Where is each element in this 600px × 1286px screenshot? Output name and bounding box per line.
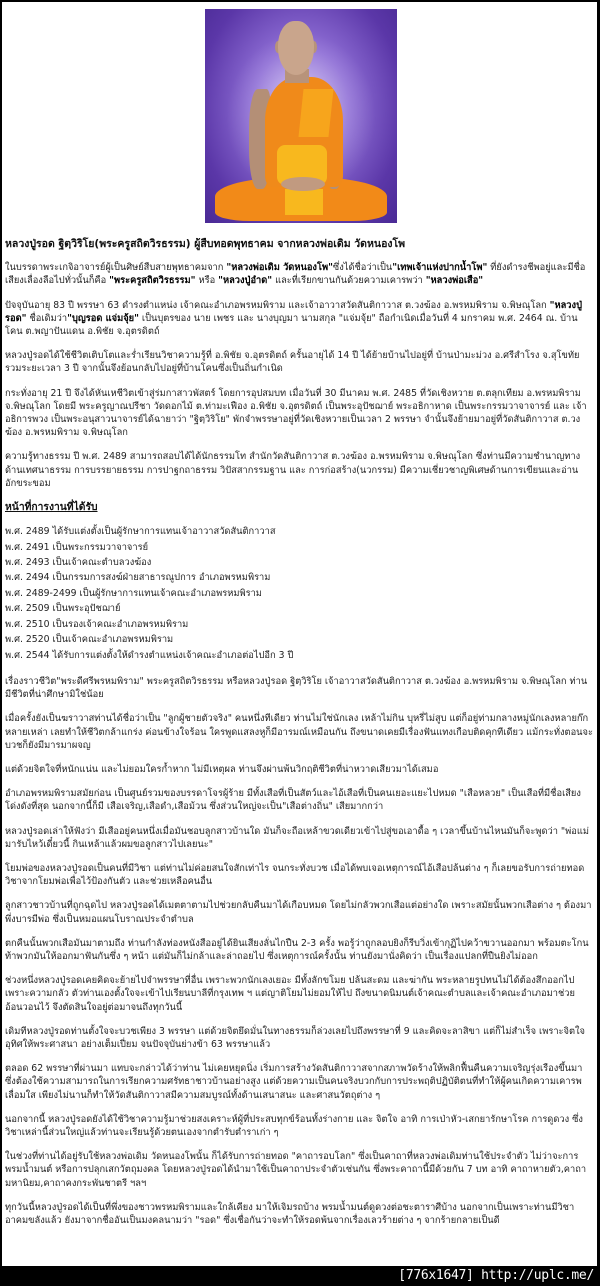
paragraph: ตลอด 62 พรรษาที่ผ่านมา แทบจะกล่าวได้ว่าท่าน ไม่เคยหยุดนิ่ง เริ่มการสร้างวัดสันติกาวาสจากสภาพวัดร้างให้พลิกฟื้นคืนความเจริญรุ่งเรืองขึ้นมาซึ่งต้องใช้ความสามารถในการเรียกความศรัทธาชาวบ้านอย่างสูง แต่ด้วยความเป็นคนจริงบวกกับการประพฤติปฏิบัติตนที่ทำให้ผู้คนเกิดความเคารพเลื่อมใส เพียงไม่นานก็ทำให้วัดสันติกาวาสมีความสมบูรณ์ทั้งด้านเสนาสนะ และศาสนวัตถุต่าง ๆ <box>5 1063 583 1101</box>
emphasis: "บุญรอด แจ่มจุ้ย" <box>67 312 139 324</box>
paragraph: ในช่วงที่ท่านได้อยู่รับใช้หลวงพ่อเดิม วัดหนองโพนั้น ก็ได้รับการถ่ายทอด "คาถารอบโลก" ซึ่งเป็นคาถาที่หลวงพ่อเดิมท่านใช้ประจำตัว ไม่ว่าจะการพรมน้ำมนต์ หรือการปลุกเสกวัตถุมงคล โดยหลวงปู่รอดได้นำมาใช้เป็นคาถาประจำตัวเช่นกัน ซึ่งพระคาถานี้มีด้วยกัน 7 บท อาทิ คาถาหายตัว,คาถามหานิยม,คาถาคงกระพันชาตรี ฯลฯ <box>5 1151 587 1189</box>
emphasis: "หลวงพ่อเดิม วัดหนองโพ" <box>226 262 333 274</box>
text: และที่เรียกขานกันด้วยความเคารพว่า <box>272 275 426 287</box>
duty-item: พ.ศ. 2489-2499 เป็นผู้รักษาการแทนเจ้าคณะอำเภอพรหมพิราม <box>5 587 262 599</box>
text: ซึ่งได้ชื่อว่าเป็น <box>332 262 393 274</box>
emphasis: "หลวงปู่อำด" <box>218 275 273 287</box>
duties-list <box>5 524 593 663</box>
duty-item: พ.ศ. 2491 เป็นพระกรรมวาจาจารย์ <box>5 541 149 553</box>
emphasis: "เทพเจ้าแห่งปากน้ำโพ" <box>392 262 488 274</box>
paragraph: ช่วงหนึ่งหลวงปู่รอดเคยคิดจะย้ายไปจำพรรษาที่อื่น เพราะพวกนักเลงเยอะ มีทั้งลักขโมย ปล้นสะดม และฆ่ากัน พระหลายรูปทนไม่ได้ต้องสึกออกไปเพราะความกลัว ตัวท่านเองตั้งใจจะเข้าไปเรียนบาลีที่กรุงเทพ ฯ แต่ญาติโยมไม่ยอมให้ไป ถึงขนาดนิมนต์เจ้าคณะตำบลและเจ้าคณะอำเภอมาช่วยอ้อนวอนไว้ จึงตัดสินใจอยู่ต่อมาจนถึงทุกวันนี้ <box>5 975 575 1013</box>
paragraph: กระทั่งอายุ 21 ปี จึงได้หันเหชีวิตเข้าสู่ร่มกาสาวพัสตร์ โดยการอุปสมบท เมื่อวันที่ 30 มีนาคม พ.ศ. 2485 ที่วัดเชิงหวาย ต.ตลุกเทียม อ.พรหมพิราม จ.พิษณุโลก โดยมี พระครูญาณปรีชา วัดดอกไม้ ต.ท่ามะเฟือง อ.พิชัย จ.อุตรดิตถ์ เป็นพระอุปัชฌาย์ พระอธิกาหาด เป็นพระกรรมวาจาจารย์ และ เจ้าอธิการพวง เป็นพระอนุสาวนาจารย์ได้ฉายาว่า "ฐิตฺวิริโย" พักจำพรรษาอยู่ที่วัดเชิงหวายเป็นเวลา 2 พรรษา จำนั้นจึงย้ายมาอยู่ที่วัดสันติกาวาส ต.วงฆ้อง อ.พรหมพิราม จ.พิษณุโลก <box>5 387 587 439</box>
photo-head <box>278 21 314 75</box>
text: ชื่อเดิมว่า <box>26 312 68 324</box>
duty-item: พ.ศ. 2510 เป็นรองเจ้าคณะอำเภอพรหมพิราม <box>5 618 189 630</box>
duty-item: พ.ศ. 2489 ได้รับแต่งตั้งเป็นผู้รักษาการแทนเจ้าอาวาสวัดสันติกาวาส <box>5 526 276 538</box>
article-body <box>5 238 593 1238</box>
text: ปัจจุบันอายุ 83 ปี พรรษา 63 ดำรงตำแหน่ง เจ้าคณะอำเภอพรหมพิราม และเจ้าอาวาสวัดสันติกาวาส ต.วงฆ้อง อ.พรหมพิราม จ.พิษณุโลก <box>5 299 550 311</box>
text: เป็นบุตรของ นาย เพชร และ นางบุญมา นามสกุล "แจ่มจุ้ย" ถือกำเนิดเมื่อวันที่ 4 มกราคม พ.ศ. 2464 ณ. บ้านโคน ต.พญาปันแดน อ.พิชัย จ.อุตรดิตถ์ <box>5 312 578 338</box>
article-title: หลวงปู่รอด ฐิตฺวิริโย(พระครูสถิตวิรธรรม) ผู้สืบทอดพุทธาคม จากหลวงพ่อเดิม วัดหนองโพ <box>5 238 406 250</box>
emphasis: "พระครูสถิตวิรธรรม" <box>109 275 196 287</box>
intro-paragraph <box>5 261 593 287</box>
paragraph: อำเภอพรหมพิรามสมัยก่อน เป็นศูนย์รวมของบรรดาโจรผู้ร้าย มีทั้งเสือที่เป็นสัตว์และไอ้เสือที่เป็นคนเยอะแยะไปหมด "เสือหลวย" เป็นเสือที่มีชื่อเสียงโด่งดังที่สุด นอกจากนี้ก็มี เสือเจริญ,เสือดำ,เสือม้วน ซึ่งส่วนใหญ่จะเป็น"เสือต่างถิ่น" เสียมากกว่า <box>5 788 581 813</box>
paragraph: แต่ด้วยจิตใจที่หนักแน่น และไม่ยอมใครก้ำหาก ไม่มีเหตุผล ท่านจึงผ่านพ้นวิกฤติชีวิตที่น่าหวาดเสียวมาได้เสมอ <box>5 763 439 775</box>
text: ในบรรดาพระเกจิอาจารย์ผู้เป็นศิษย์สืบสายพุทธาคมจาก <box>5 262 227 274</box>
text: ที่ยังดำรงชีพอยู่และมีชื่อเสียงเลื่องลือไปทั่วนั้นก็คือ <box>5 262 586 287</box>
photo-sash <box>298 89 333 137</box>
duty-item: พ.ศ. 2544 ได้รับการแต่งตั้งให้ดำรงตำแหน่งเจ้าคณะอำเภอต่อไปอีก 3 ปี <box>5 649 294 661</box>
photo-hands <box>281 177 325 191</box>
text: หรือ <box>195 275 219 287</box>
duties-heading: หน้าที่การงานที่ได้รับ <box>5 501 98 514</box>
emphasis: "หลวงพ่อเสือ" <box>425 275 484 287</box>
paragraph: หลวงปู่รอดเล่าให้ฟังว่า มีเสืออยู่คนหนึ่งเมื่อมันชอบลูกสาวบ้านใด มันก็จะถือเหล้าขวดเดียวเข้าไปสู่ขอเอาดื้อ ๆ เวลาขึ้นบ้านไหนมันก็จะพูดว่า "พ่อแม่มารับไหว้เดี๋ยวนี้ กินเหล้าแล้วผมขอลูกสาวไปเลยนะ" <box>5 825 590 850</box>
duty-item: พ.ศ. 2520 เป็นเจ้าคณะอำเภอพรหมพิราม <box>5 634 174 646</box>
photo-cloth <box>285 189 323 215</box>
paragraph: ความรู้ทางธรรม ปี พ.ศ. 2489 สามารถสอบได้ได้นักธรรมโท สำนักวัดสันติกาวาส ต.วงฆ้อง อ.พรหมพิราม จ.พิษณุโลก ซึ่งท่านมีความชำนาญทางด้านเทศนาธรรม การบรรยายธรรม การปาฐกถาธรรม วิปัสสากรรมฐาน และ การก่อสร้าง(นวกรรม) มีความเชี่ยวชาญพิเศษด้านการเขียนและอ่านอักขระขอม <box>5 451 581 489</box>
paragraph: เดิมทีหลวงปู่รอดท่านตั้งใจจะบวชเพียง 3 พรรษา แต่ด้วยจิตยึดมั่นในทางธรรมก็ล่วงเลยไปถึงพรรษาที่ 9 และคิดจะลาสิขา แต่ก็ไม่สำเร็จ เพราะจิตใจอุทิศให้พระศาสนา อย่างเต็มเปี่ยม จนปัจจุบันย่างข้า 63 พรรษาแล้ว <box>5 1025 586 1050</box>
paragraph: ทุกวันนี้หลวงปู่รอดได้เป็นที่พึ่งของชาวพรหมพิรามและใกล้เคียง มาให้เจิมรถบ้าง พรมน้ำมนต์ดูดวงต่อชะตาราศีบ้าง นอกจากเป็นเพราะท่านมีวิชาอาคมขลังแล้ว ยังมาจากชื่ออันเป็นมงคลนามว่า "รอด" ซึ่งเชื่อกันว่าจะทำให้รอดพ้นจากเรื่องเลวร้ายต่าง ๆ จากร้ายกลายเป็นดี <box>5 1201 575 1226</box>
paragraph: ลูกสาวชาวบ้านที่ถูกฉุดไป หลวงปู่รอดได้เมตตาตามไปช่วยกลับคืนมาได้เกือบหมด โดยไม่กลัวพวกเสือแต่อย่างใด เพราะสมัยนั้นพวกเสือต่าง ๆ ต้องมาพึ่งบารมีพ่อ ซึ่งเป็นหมอแผนโบราณประจำตำบล <box>5 900 592 925</box>
paragraph: ตกคืนนั้นพวกเสือมันมาตามถึง ท่านกำลังท่องหนังสืออยู่ได้ยินเสียงลั่นไกปืน 2-3 ครั้ง พอรู้ว่าถูกลอบยิงก็รีบวิ่งเข้ากุฏิไปคว้าขวานออกมา พร้อมตะโกนท้าพวกมันให้ออกมาฟันกันซึ่ง ๆ หน้า แต่มันก็ไม่กล้าและล่าถอยไป ซึ่งเหตุการณ์ครั้งนั้น ท่านยังมานั่งคิดว่า เป็นเรื่องแปลกที่ปืนยิงไม่ออก <box>5 937 589 962</box>
duty-item: พ.ศ. 2494 เป็นกรรมการสงฆ์ฝ่ายสาธารณูปการ อำเภอพรหมพิราม <box>5 572 271 584</box>
paragraph: โยมพ่อของหลวงปู่รอดเป็นคนที่มีวิชา แต่ท่านไม่ค่อยสนใจสักเท่าไร จนกระทั่งบวช เมื่อได้พบเจอเหตุการณ์ไอ้เสือปล้นต่าง ๆ ก็เลยขอรับการถ่ายทอดวิชาจากโยมพ่อเพื่อไว้ป้องกันตัว และช่วยเหลือคนอื่น <box>5 862 585 888</box>
article-page <box>2 2 597 1266</box>
duty-item: พ.ศ. 2509 เป็นพระอุปัชฌาย์ <box>5 603 121 615</box>
paragraph: นอกจากนี้ หลวงปู่รอดยังได้ใช้วิชาความรู้มาช่วยสงเคราะห์ผู้ที่ประสบทุกข์ร้อนทั้งร่างกาย และ จิตใจ อาทิ การเป่าหัว-เสกยารักษาโรค การดูดวง ซึ่งวิชาเหล่านี้ส่วนใหญ่แล้วท่านจะเรียนรู้ด้วยตนเองจากตำรับตำราเก่า ๆ <box>5 1113 583 1138</box>
duty-item: พ.ศ. 2493 เป็นเจ้าคณะตำบลวงฆ้อง <box>5 557 152 569</box>
image-host-watermark: [776x1647] http://uplc.me/ <box>398 1268 594 1283</box>
paragraph: เรื่องราวชีวิต"พระดีศรีพรหมพิราม" พระครูสถิตวิรธรรม หรือหลวงปู่รอด ฐิตฺวิริโย เจ้าอาวาสวัดสันติกาวาส ต.วงฆ้อง อ.พรหมพิราม จ.พิษณุโลก ท่านมีชีวิตที่น่าศึกษามิใช่น้อย <box>5 675 588 701</box>
monk-portrait-image <box>205 9 397 223</box>
bio-paragraph <box>5 299 593 339</box>
paragraph: หลวงปู่รอดได้ใช้ชีวิตเติบโตและร่ำเรียนวิชาความรู้ที่ อ.พิชัย จ.อุตรดิตถ์ ครั้นอายุได้ 14 ปี ได้ย้ายบ้านไปอยู่ที่ บ้านป่ามะม่วง อ.ศรีสำโรง จ.สุโขทัย รวมระยะเวลา 3 ปี จากนั้นจึงย้อนกลับไปอยู่ที่บ้านโคนซึ่งเป็นถิ่นกำเนิด <box>5 350 580 375</box>
paragraph: เมื่อครั้งยังเป็นฆราวาสท่านได้ชื่อว่าเป็น "ลูกผู้ชายตัวจริง" คนหนึ่งทีเดียว ท่านไม่ใช่นักเลง เหล้าไม่กิน บุหรี่ไม่สูบ แต่ก็อยู่ท่ามกลางหมู่นักเลงหลายก๊กหลายเหล่า เลยทำให้ชีวิตกล้าแกร่ง ค่อนข้างใจร้อน ใครพูดแสลงหูก็มีอารมณ์เหมือนกัน ถึงขนาดเคยมีเรื่องฟันแทงเกือบติดคุกทีเดียว แม้กระทั่งตอนจะบวชก็ยังมีมารมาผจญ <box>5 713 593 751</box>
emphasis: "หลวงปู่รอด" <box>5 299 582 324</box>
